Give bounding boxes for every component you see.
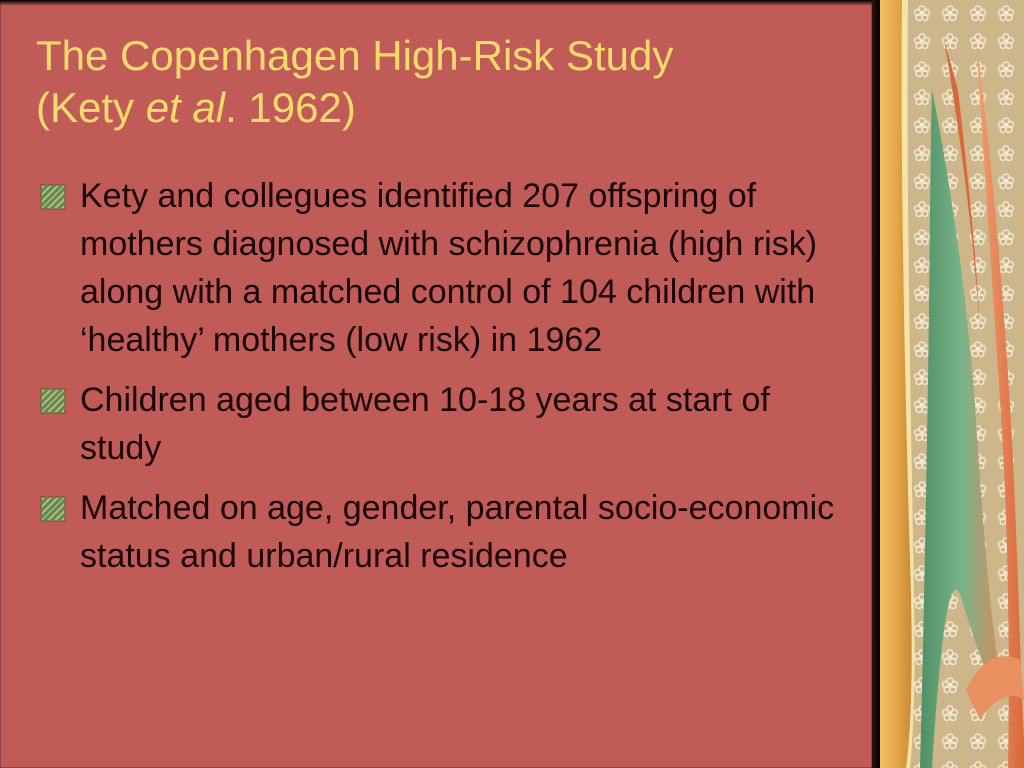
bullet-text: Children aged between 10-18 years at start of study xyxy=(80,381,770,467)
bullet-list xyxy=(40,172,840,592)
title-line-1: The Copenhagen High-Risk Study xyxy=(36,32,674,79)
title-citation-italic: et al xyxy=(145,84,226,131)
striped-square-bullet-icon xyxy=(40,184,66,210)
bullet-item xyxy=(40,172,840,364)
top-shadow xyxy=(0,0,880,6)
title-line-2 xyxy=(36,82,856,134)
striped-square-bullet-icon xyxy=(40,388,66,414)
panel-edge-shadow xyxy=(872,0,880,768)
title-citation-prefix: (Kety xyxy=(36,84,146,131)
striped-square-bullet-icon xyxy=(40,496,66,522)
bullet-item xyxy=(40,484,840,580)
bullet-item xyxy=(40,376,840,472)
bullet-text: Kety and collegues identified 207 offspring of mothers diagnosed with schizophrenia (high risk) along with a matched control of 104 children with ‘healthy’ mothers (low risk) in 1962 xyxy=(80,177,818,359)
slide-title xyxy=(36,30,856,134)
title-citation-suffix: . 1962) xyxy=(225,84,356,131)
decorative-ribbon-border xyxy=(880,0,1024,768)
bullet-text: Matched on age, gender, parental socio-economic status and urban/rural residence xyxy=(80,489,835,575)
